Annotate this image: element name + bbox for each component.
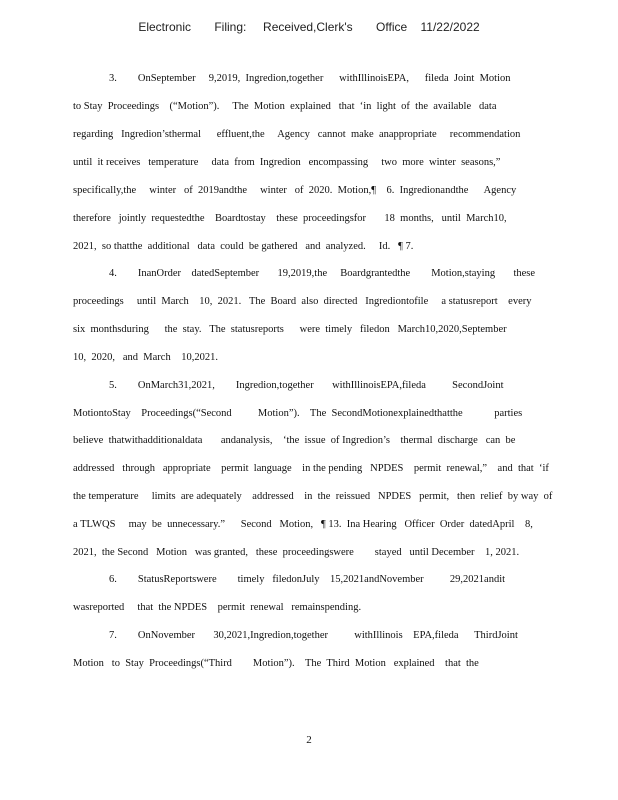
paragraph-5-line: believe thatwithadditionaldata andanalysis, ‘the issue of Ingredion’s thermal discharge can be [73, 435, 516, 446]
header-received: Received,Clerk's [263, 20, 353, 34]
paragraph-5-line: 2021, the Second Motion was granted, these proceedingswere stayed until December 1, 2021. [73, 547, 520, 558]
paragraph-3-line: until it receives temperature data from Ingredion encompassing two more winter seasons,” [73, 157, 501, 168]
paragraph-7-line: Motion to Stay Proceedings(“Third Motion”). The Third Motion explained that the [73, 658, 479, 669]
paragraph-5-line: MotiontoStay Proceedings(“Second Motion”). The SecondMotionexplainedthatthe parties [73, 408, 523, 419]
paragraph-3-line: regarding Ingredion’sthermal effluent,the Agency cannot make anappropriate recommendation [73, 129, 521, 140]
paragraph-5-line: the temperature limits are adequately addressed in the reissued NPDES permit, then relief by way of [73, 491, 553, 502]
paragraph-3-line: therefore jointly requestedthe Boardtostay these proceedingsfor 18 months, until March10, [73, 213, 507, 224]
paragraph-5-line: a TLWQS may be unnecessary.” Second Motion, ¶ 13. Ina Hearing Officer Order datedApril 8, [73, 519, 533, 530]
paragraph-4-line: 4. InanOrder datedSeptember 19,2019,the Boardgrantedthe Motion,staying these [109, 268, 536, 279]
paragraph-4-line: proceedings until March 10, 2021. The Board also directed Ingrediontofile a statusreport every [73, 296, 532, 307]
paragraph-4-line: 10, 2020, and March 10,2021. [73, 352, 218, 363]
electronic-filing-header [0, 20, 618, 34]
header-filing: Filing: [214, 20, 247, 34]
paragraph-6-line: 6. StatusReportswere timely filedonJuly 15,2021andNovember 29,2021andit [109, 574, 506, 585]
paragraph-3-line: specifically,the winter of 2019andthe winter of 2020. Motion,¶ 6. Ingredionandthe Agency [73, 185, 517, 196]
paragraph-5-line: 5. OnMarch31,2021, Ingredion,together withIllinoisEPA,fileda SecondJoint [109, 380, 504, 391]
paragraph-4-line: six monthsduring the stay. The statusreports were timely filedon March10,2020,September [73, 324, 507, 335]
header-date: 11/22/2022 [420, 20, 480, 34]
paragraph-3-line: 3. OnSeptember 9,2019, Ingredion,together withIllinoisEPA, fileda Joint Motion [109, 73, 511, 84]
header-office: Office [376, 20, 408, 34]
header-electronic: Electronic [138, 20, 191, 34]
paragraph-3-line: 2021, so thatthe additional data could be gathered and analyzed. Id. ¶ 7. [73, 241, 414, 252]
paragraph-3-line: to Stay Proceedings (“Motion”). The Motion explained that ‘in light of the available data [73, 101, 497, 112]
paragraph-7-line: 7. OnNovember 30,2021,Ingredion,together withIllinois EPA,fileda ThirdJoint [109, 630, 518, 641]
paragraph-5-line: addressed through appropriate permit language in the pending NPDES permit renewal,” and that ‘if [73, 463, 549, 474]
page-number: 2 [306, 734, 312, 746]
paragraph-6-line: wasreported that the NPDES permit renewal remainspending. [73, 602, 362, 613]
